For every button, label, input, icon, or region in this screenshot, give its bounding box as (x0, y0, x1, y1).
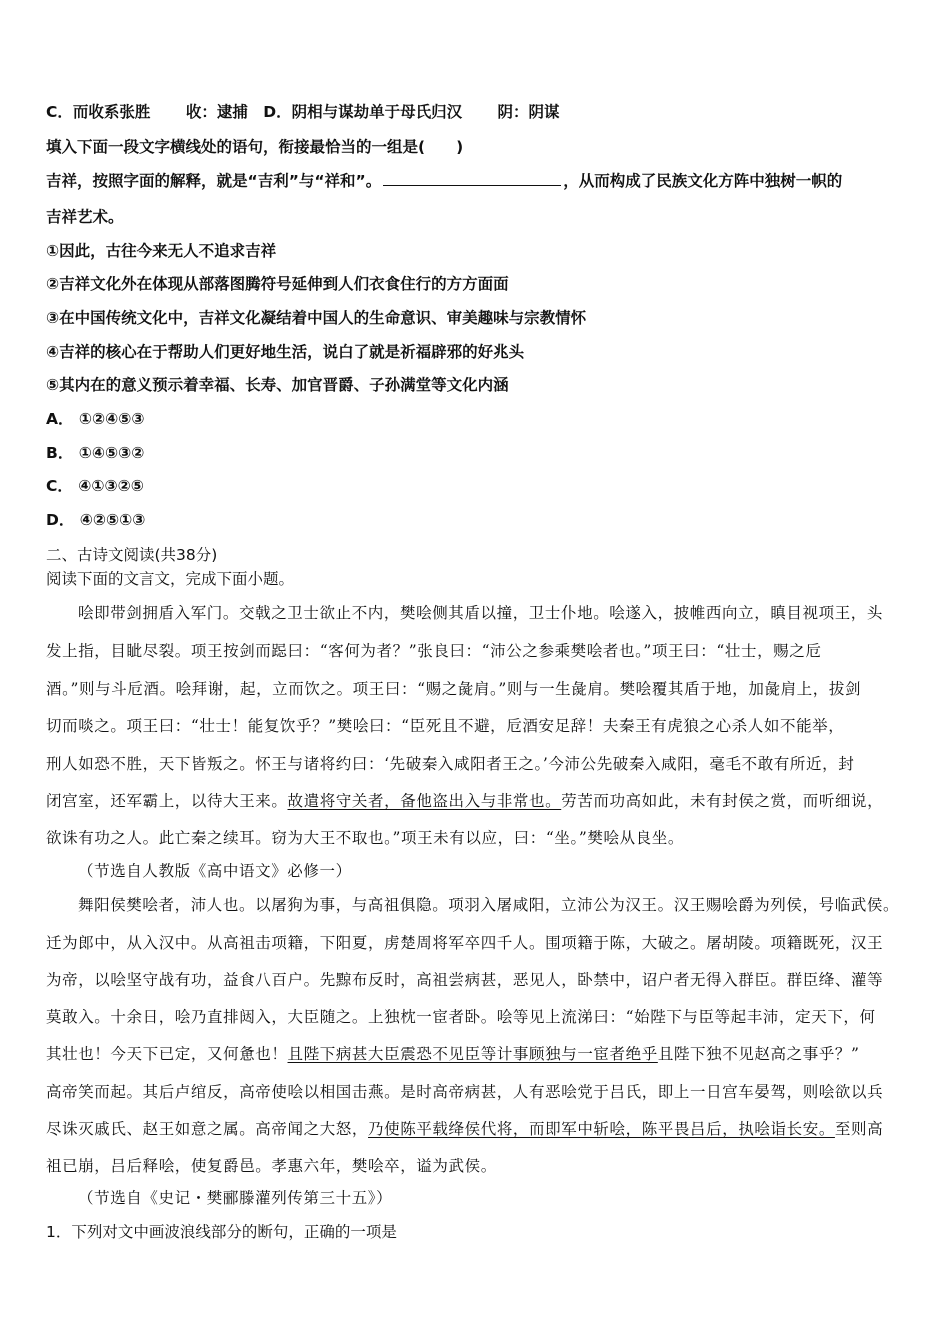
choice-c-label: C． (46, 477, 73, 495)
passage1-line6-a: 闭宫室，还军霸上，以待大王来。 (46, 792, 288, 810)
passage-part-c: 吉祥艺术。 (46, 208, 124, 226)
choice-d (46, 510, 145, 530)
passage2-line5 (46, 1044, 860, 1064)
sentence-5: ⑤其内在的意义预示着幸福、长寿、加官晋爵、子孙满堂等文化内涵 (46, 376, 509, 394)
section2-instruction: 阅读下面的文言文，完成下面小题。 (46, 570, 295, 588)
option-d-gloss: 阴：阴谋 (497, 103, 560, 121)
option-d-label: D． (263, 103, 292, 121)
passage2-line7-b: 至则高 (834, 1120, 884, 1138)
fill-blank (383, 171, 561, 186)
choice-d-text: ④②⑤①③ (79, 511, 146, 529)
choice-a-label: A． (46, 410, 74, 428)
choice-a-text: ①②④⑤③ (78, 410, 145, 428)
passage-part-a: 吉祥，按照字面的解释，就是“吉利”与“祥和”。 (46, 172, 382, 190)
passage1-line7: 欲诛有功之人。此亡秦之续耳。窃为大王不取也。”项王未有以应，曰：“坐。”樊哙从良坐。 (46, 829, 684, 847)
section2-title: 二、古诗文阅读(共38分) (46, 546, 218, 564)
choice-b-label: B． (46, 444, 74, 462)
question-fill-stem: 填入下面一段文字横线处的语句，衔接最恰当的一组是( ) (46, 138, 464, 156)
sentence-4: ④吉祥的核心在于帮助人们更好地生活，说白了就是祈福辟邪的好兆头 (46, 343, 525, 361)
option-c-label: C． (46, 103, 73, 121)
passage2-line3: 为帝，以哙坚守战有功，益食八百户。先黥布反时，高祖尝病甚，恶见人，卧禁中，诏户者无得入群臣。群臣绛、灌等 (46, 971, 884, 989)
passage2-line6: 高帝笑而起。其后卢绾反，高帝使哙以相国击燕。是时高帝病甚，人有恶哙党于吕氏，即上一日宫车晏驾，则哙欲以兵 (46, 1083, 884, 1101)
passage2-line4: 莫敢入。十余日，哙乃直排闼入，大臣随之。上独枕一宦者卧。哙等见上流涕曰：“始陛下与臣等起丰沛，定天下，何 (46, 1008, 876, 1026)
passage2-line7 (46, 1119, 883, 1139)
passage2-line1: 舞阳侯樊哙者，沛人也。以屠狗为事，与高祖俱隐。项羽入屠咸阳，立沛公为汉王。汉王赐哙爵为列侯，号临武侯。 (78, 896, 900, 914)
passage2-underlined: 乃使陈平载绛侯代将，而即军中斩哙，陈平畏吕后，执哙诣长安。 (368, 1120, 835, 1138)
passage2-line5-b: 且陛下独不见赵高之事乎？” (657, 1045, 860, 1063)
passage1-line2: 发上指，目眦尽裂。项王按剑而跽曰：“客何为者？”张良曰：“沛公之参乘樊哙者也。”项王曰：“壮士，赐之卮 (46, 642, 822, 660)
passage2-line8: 祖已崩，吕后释哙，使复爵邑。孝惠六年，樊哙卒，谥为武侯。 (46, 1157, 497, 1175)
passage1-source: （节选自人教版《高中语文》必修一） (78, 862, 352, 880)
choice-c-text: ④①③②⑤ (78, 477, 144, 495)
passage1-line4: 切而啖之。项王曰：“壮士！能复饮乎？”樊哙曰：“臣死且不避，卮酒安足辞！夫秦王有虎狼之心杀人如不能举， (46, 717, 845, 735)
passage2-line7-a: 尽诛灭戚氏、赵王如意之属。高帝闻之大怒， (46, 1120, 369, 1138)
passage1-line6 (46, 791, 883, 811)
passage1-line1: 哙即带剑拥盾入军门。交戟之卫士欲止不内，樊哙侧其盾以撞，卫士仆地。哙遂入，披帷西向立，瞋目视项王，头 (78, 604, 884, 622)
passage2-line5-a: 其壮也！今天下已定，又何惫也！ (46, 1045, 288, 1063)
choice-a (46, 409, 145, 429)
passage1-line5: 刑人如恐不胜，天下皆叛之。怀王与诸将约曰：‘先破秦入咸阳者王之。’今沛公先破秦入咸阳，毫毛不敢有所近，封 (46, 755, 855, 773)
passage1-underlined: 故遣将守关者，备他盗出入与非常也。 (287, 792, 562, 810)
sentence-2: ②吉祥文化外在体现从部落图腾符号延伸到人们衣食住行的方方面面 (46, 275, 509, 293)
choice-c (46, 476, 144, 496)
option-d-text: 阴相与谋劫单于母氏归汉 (291, 103, 463, 121)
question-fill-passage (46, 171, 842, 191)
question1-stem: 1．下列对文中画波浪线部分的断句，正确的一项是 (46, 1223, 397, 1241)
sentence-1: ①因此，古往今来无人不追求吉祥 (46, 242, 277, 260)
option-c-text: 而收系张胜 (72, 103, 151, 121)
choice-b-text: ①④⑤③② (78, 444, 145, 462)
passage2-wavy-underlined: 且陛下病甚大臣震恐不见臣等计事顾独与一宦者绝乎 (287, 1045, 658, 1063)
choice-d-label: D． (46, 511, 75, 529)
passage1-line3: 酒。”则与斗卮酒。哙拜谢，起，立而饮之。项王曰：“赐之彘肩。”则与一生彘肩。樊哙覆其盾于地，加彘肩上，拔剑 (46, 680, 862, 698)
passage2-line2: 迁为郎中，从入汉中。从高祖击项籍，下阳夏，虏楚周将军卒四千人。围项籍于陈，大破之。屠胡陵。项籍既死，汉王 (46, 934, 884, 952)
passage-part-b: ，从而构成了民族文化方阵中独树一帜的 (563, 172, 843, 190)
sentence-3: ③在中国传统文化中，吉祥文化凝结着中国人的生命意识、审美趣味与宗教情怀 (46, 309, 587, 327)
passage2-source: （节选自《史记・樊郦滕灌列传第三十五》） (78, 1189, 393, 1207)
passage1-line6-b: 劳苦而功高如此，未有封侯之赏，而听细说， (561, 792, 884, 810)
option-c-gloss: 收：逮捕 (185, 103, 248, 121)
choice-b (46, 443, 144, 463)
options-c-d-line (46, 102, 560, 122)
